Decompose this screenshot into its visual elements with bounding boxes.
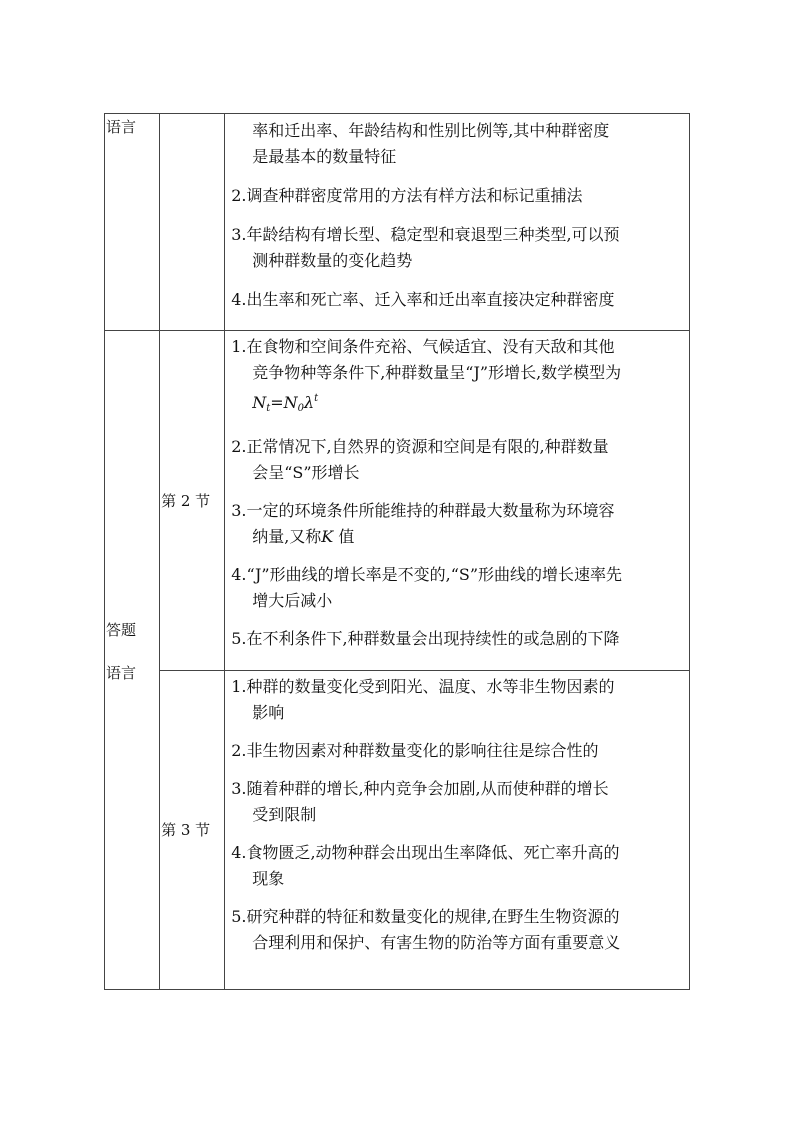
list-item xyxy=(225,626,689,652)
empty-cell xyxy=(160,114,225,331)
item-line: 5.研究种群的特征和数量变化的规律,在野生生物资源的 xyxy=(231,907,620,926)
list-item xyxy=(225,222,689,274)
section-label: 第 2 节 xyxy=(160,331,225,671)
list-item xyxy=(225,118,689,170)
item-line: 是最基本的数量特征 xyxy=(252,147,397,166)
item-line: 2.非生物因素对种群数量变化的影响往往是综合性的 xyxy=(231,741,599,760)
list-item xyxy=(225,904,689,956)
item-line: 影响 xyxy=(252,703,285,722)
list-item xyxy=(225,776,689,828)
item-line: 会呈“S”形增长 xyxy=(252,463,360,482)
content-cell xyxy=(225,671,690,990)
item-line: 2.正常情况下,自然界的资源和空间是有限的,种群数量 xyxy=(231,437,609,456)
item-line: 增大后减小 xyxy=(252,591,333,610)
formula: $N_t=N_0\lambda^t$ xyxy=(252,393,319,414)
table-row xyxy=(105,114,690,331)
item-line: 测种群数量的变化趋势 xyxy=(252,251,413,270)
table-row xyxy=(105,671,690,990)
list-item xyxy=(225,287,689,313)
item-line: 率和迁出率、年龄结构和性别比例等,其中种群密度 xyxy=(252,121,610,140)
merged-label-line1: 答题 xyxy=(106,621,137,639)
item-line: 纳量,又称K 值 xyxy=(252,527,355,546)
item-line: 3.一定的环境条件所能维持的种群最大数量称为环境容 xyxy=(231,501,615,520)
content-cell xyxy=(225,114,690,331)
list-item xyxy=(225,334,689,422)
list-item xyxy=(225,562,689,614)
item-line: 2.调查种群密度常用的方法有样方法和标记重捕法 xyxy=(231,186,583,205)
section-label: 第 3 节 xyxy=(160,671,225,990)
item-line: 1.种群的数量变化受到阳光、温度、水等非生物因素的 xyxy=(231,677,615,696)
content-table xyxy=(104,113,690,990)
content-cell xyxy=(225,331,690,671)
list-item xyxy=(225,674,689,726)
item-line: 5.在不利条件下,种群数量会出现持续性的或急剧的下降 xyxy=(231,629,620,648)
row-label: 语言 xyxy=(105,114,160,331)
item-line: 4.“J”形曲线的增长率是不变的,“S”形曲线的增长速率先 xyxy=(231,565,623,584)
merged-label-line2: 语言 xyxy=(106,664,137,682)
list-item xyxy=(225,498,689,550)
merged-label-cell xyxy=(105,331,160,990)
item-line: 4.食物匮乏,动物种群会出现出生率降低、死亡率升高的 xyxy=(231,843,620,862)
item-line: 现象 xyxy=(252,869,285,888)
item-line: 4.出生率和死亡率、迁入率和迁出率直接决定种群密度 xyxy=(231,290,615,309)
list-item xyxy=(225,840,689,892)
table-row xyxy=(105,331,690,671)
list-item xyxy=(225,434,689,486)
item-line: 3.年龄结构有增长型、稳定型和衰退型三种类型,可以预 xyxy=(231,225,620,244)
item-line: 竞争物种等条件下,种群数量呈“J”形增长,数学模型为 xyxy=(252,363,622,382)
list-item xyxy=(225,183,689,209)
item-line: 合理利用和保护、有害生物的防治等方面有重要意义 xyxy=(252,933,621,952)
item-line: 1.在食物和空间条件充裕、气候适宜、没有天敌和其他 xyxy=(231,337,615,356)
item-line: 受到限制 xyxy=(252,805,317,824)
list-item xyxy=(225,738,689,764)
item-line: 3.随着种群的增长,种内竞争会加剧,从而使种群的增长 xyxy=(231,779,609,798)
